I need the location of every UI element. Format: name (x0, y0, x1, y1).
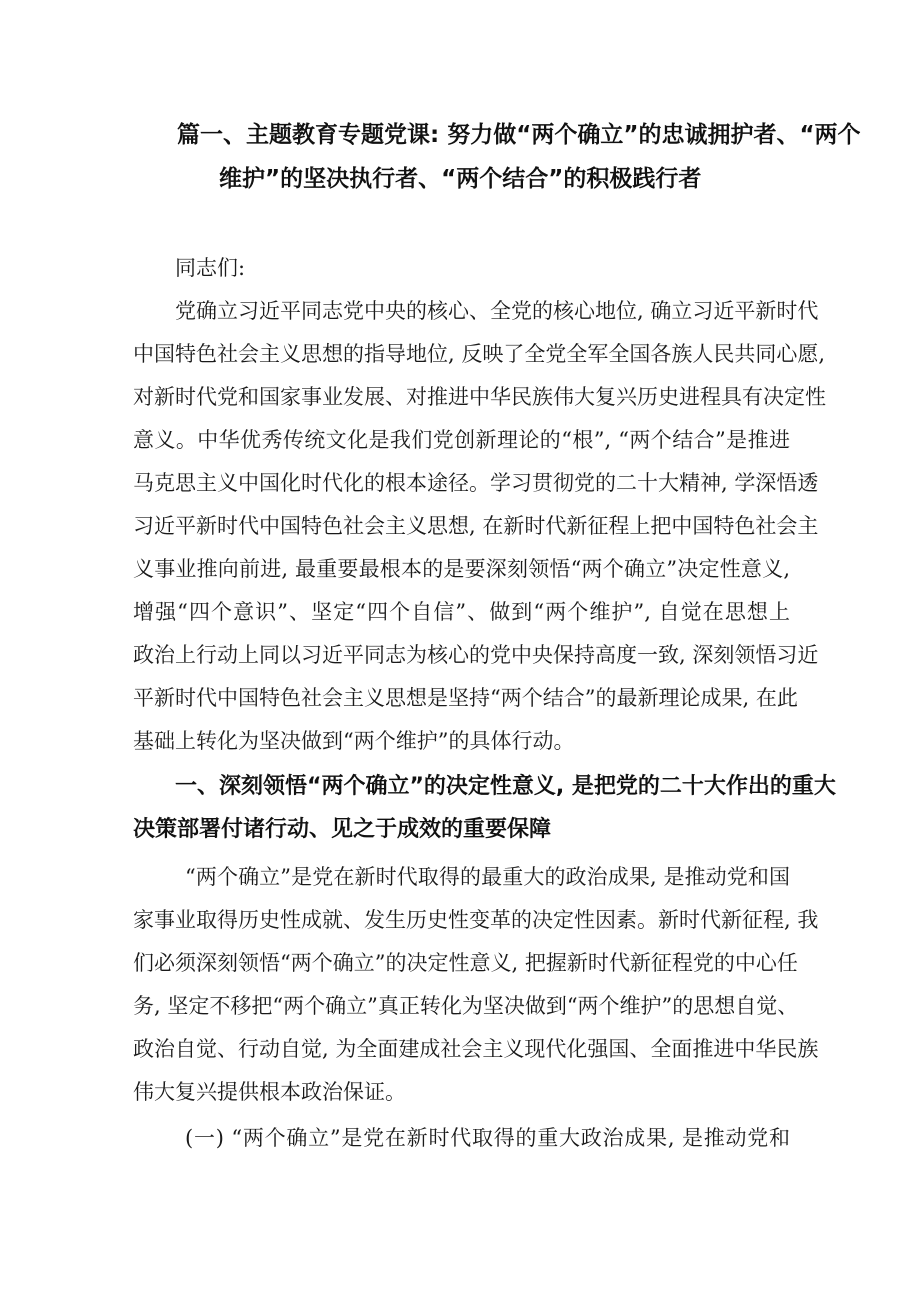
section-heading-line-1: 一、深刻领悟“两个确立”的决定性意义, 是把党的二十大作出的重大 (175, 774, 836, 799)
subsection-line-1: (一) “两个确立”是党在新时代取得的重大政治成果, 是推动党和 (185, 1126, 790, 1150)
intro-line-3: 对新时代党和国家事业发展、对推进中华民族伟大复兴历史进程具有决定性 (133, 385, 826, 409)
greeting: 同志们: (175, 256, 246, 280)
section-heading-line-2: 决策部署付诸行动、见之于成效的重要保障 (133, 817, 552, 842)
intro-line-11: 基础上转化为坚决做到“两个维护”的具体行动。 (133, 729, 575, 753)
intro-line-5: 马克思主义中国化时代化的根本途径。学习贯彻党的二十大精神, 学深悟透 (133, 471, 819, 495)
section-line-5: 政治自觉、行动自觉, 为全面建成社会主义现代化强国、全面推进中华民族 (133, 1037, 819, 1061)
document-title-line-2: 维护”的坚决执行者、“两个结合”的积极践行者 (219, 166, 702, 192)
document-title-line-1: 篇一、主题教育专题党课: 努力做“两个确立”的忠诚拥护者、“两个 (177, 122, 861, 148)
section-line-1: “两个确立”是党在新时代取得的最重大的政治成果, 是推动党和国 (185, 865, 790, 889)
section-line-2: 家事业取得历史性成就、发生历史性变革的决定性因素。新时代新征程, 我 (133, 908, 819, 932)
intro-line-2: 中国特色社会主义思想的指导地位, 反映了全党全军全国各族人民共同心愿, (133, 342, 826, 366)
intro-line-8: 增强“四个意识”、坚定“四个自信”、做到“两个维护”, 自觉在思想上 (133, 600, 790, 624)
intro-line-10: 平新时代中国特色社会主义思想是坚持“两个结合”的最新理论成果, 在此 (133, 686, 798, 710)
intro-line-4: 意义。中华优秀传统文化是我们党创新理论的“根”, “两个结合”是推进 (133, 428, 790, 452)
section-line-3: 们必须深刻领悟“两个确立”的决定性意义, 把握新时代新征程党的中心任 (133, 951, 798, 975)
intro-line-9: 政治上行动上同以习近平同志为核心的党中央保持高度一致, 深刻领悟习近 (133, 643, 819, 667)
intro-line-7: 义事业推向前进, 最重要最根本的是要深刻领悟“两个确立”决定性意义, (133, 557, 790, 581)
intro-line-1: 党确立习近平同志党中央的核心、全党的核心地位, 确立习近平新时代 (175, 299, 819, 323)
section-line-4: 务, 坚定不移把“两个确立”真正转化为坚决做到“两个维护”的思想自觉、 (133, 994, 799, 1018)
section-line-6: 伟大复兴提供根本政治保证。 (133, 1080, 406, 1104)
intro-line-6: 习近平新时代中国特色社会主义思想, 在新时代新征程上把中国特色社会主 (133, 514, 819, 538)
